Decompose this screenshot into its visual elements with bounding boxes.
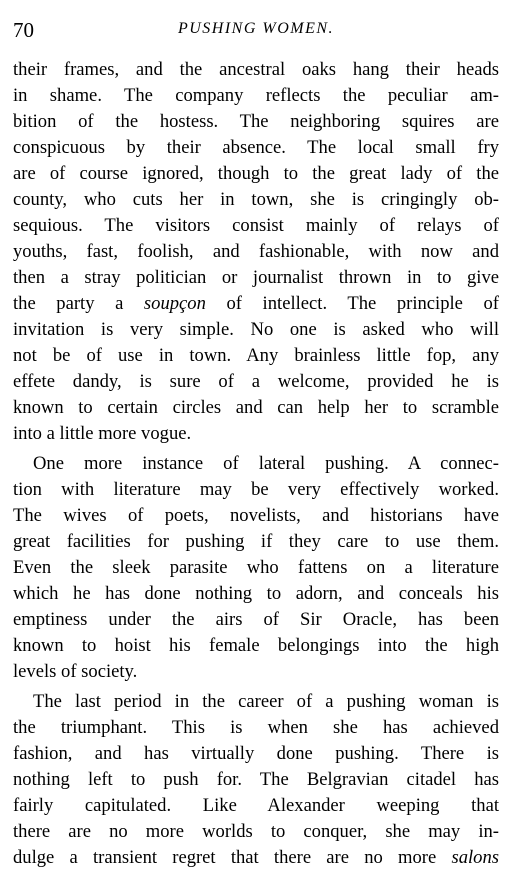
text-line: invitation is very simple. No one is asked who will bbox=[13, 319, 499, 340]
text-line: great facilities for pushing if they care to use them. bbox=[13, 531, 499, 552]
text-line: The wives of poets, novelists, and historians have bbox=[13, 505, 499, 526]
text-line: county, who cuts her in town, she is cringingly ob- bbox=[13, 189, 499, 210]
text-line: sequious. The visitors consist mainly of relays of bbox=[13, 215, 499, 236]
paragraph bbox=[13, 57, 499, 447]
text-line: One more instance of lateral pushing. A connec- bbox=[33, 453, 499, 474]
text-line: there are no more worlds to conquer, she may in- bbox=[13, 821, 499, 842]
text-line: dulge a transient regret that there are no more salons bbox=[13, 847, 499, 868]
text-line: levels of society. bbox=[13, 661, 138, 682]
text-line: nothing left to push for. The Belgravian citadel has bbox=[13, 769, 499, 790]
page-header bbox=[13, 14, 499, 42]
page-number: 70 bbox=[13, 18, 34, 42]
text-line: youths, fast, foolish, and fashionable, with now and bbox=[13, 241, 499, 262]
text-line: their frames, and the ancestral oaks hang their heads bbox=[13, 59, 499, 80]
text-line: known to hoist his female belongings into the high bbox=[13, 635, 499, 656]
text-line: which he has done nothing to adorn, and conceals his bbox=[13, 583, 499, 604]
text-line: The last period in the career of a pushing woman is bbox=[33, 691, 499, 712]
text-line: then a stray politician or journalist thrown in to give bbox=[13, 267, 499, 288]
text-line: tion with literature may be very effectively worked. bbox=[13, 479, 499, 500]
text-line: bition of the hostess. The neighboring squires are bbox=[13, 111, 499, 132]
text-line: emptiness under the airs of Sir Oracle, has been bbox=[13, 609, 499, 630]
text-line: effete dandy, is sure of a welcome, provided he is bbox=[13, 371, 499, 392]
text-line: are of course ignored, though to the great lady of the bbox=[13, 163, 499, 184]
paragraph bbox=[13, 451, 499, 685]
text-line: in shame. The company reflects the peculiar am- bbox=[13, 85, 499, 106]
paragraph bbox=[13, 689, 499, 871]
text-line: the party a soupçon of intellect. The principle of bbox=[13, 293, 499, 314]
text-line: fairly capitulated. Like Alexander weeping that bbox=[13, 795, 499, 816]
text-line: known to certain circles and can help her to scramble bbox=[13, 397, 499, 418]
body-text bbox=[13, 57, 499, 871]
text-line: Even the sleek parasite who fattens on a literature bbox=[13, 557, 499, 578]
text-line: the triumphant. This is when she has achieved bbox=[13, 717, 499, 738]
text-line: fashion, and has virtually done pushing. There is bbox=[13, 743, 499, 764]
running-title: PUSHING WOMEN. bbox=[177, 20, 335, 37]
text-line: not be of use in town. Any brainless little fop, any bbox=[13, 345, 499, 366]
text-line: into a little more vogue. bbox=[13, 423, 192, 444]
text-line: conspicuous by their absence. The local small fry bbox=[13, 137, 499, 158]
